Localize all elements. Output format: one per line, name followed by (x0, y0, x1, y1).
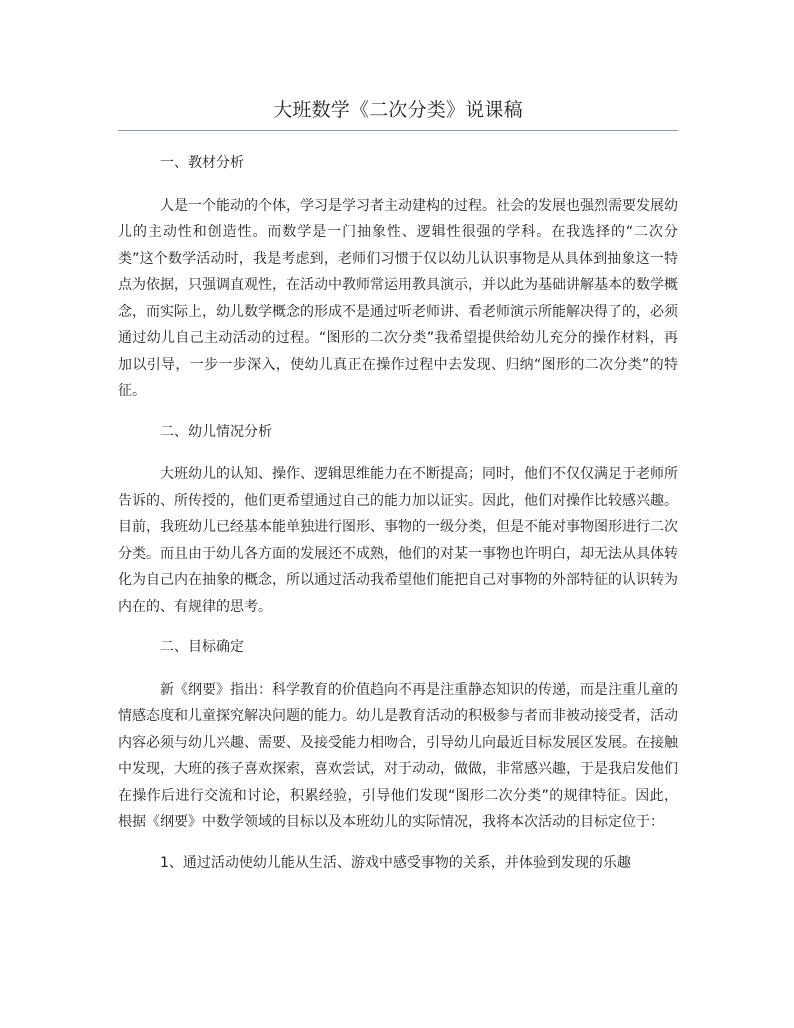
section-paragraph: 大班幼儿的认知、操作、逻辑思维能力在不断提高；同时，他们不仅仅满足于老师所告诉的、所传授的，他们更希望通过自己的能力加以证实。因此，他们对操作比较感兴趣。目前，我班幼儿已经基本能单独进行图形、事物的一级分类，但是不能对事物图形进行二次分类。而且由于幼儿各方面的发展还不成熟，他们的对某一事物也许明白，却无法从具体转化为自己内在抽象的概念，所以通过活动我希望他们能把自己对事物的外部特征的认识转为内在的、有规律的思考。 (118, 466, 678, 615)
section-paragraph: 新《纲要》指出：科学教育的价值趋向不再是注重静态知识的传递，而是注重儿童的情感态度和儿童探究解决问题的能力。幼儿是教育活动的积极参与者而非被动接受者，活动内容必须与幼儿兴趣、需要、及接受能力相吻合，引导幼儿向最近目标发展区发展。在接触中发现，大班的孩子喜欢探索，喜欢尝试，对于动动，做做，非常感兴趣，于是我启发他们在操作后进行交流和讨论，积累经验，引导他们发现“图形二次分类”的规律特征。因此，根据《纲要》中数学领域的目标以及本班幼儿的实际情况，我将本次活动的目标定位于： (118, 681, 678, 830)
title-underline (118, 130, 678, 131)
section-heading: 二、幼儿情况分析 (160, 423, 272, 440)
goal-list-item: 1、通过活动使幼儿能从生活、游戏中感受事物的关系，并体验到发现的乐趣 (160, 854, 631, 871)
section-textbook-analysis (118, 150, 678, 405)
section-heading: 一、教材分析 (160, 155, 244, 171)
section-heading: 二、目标确定 (160, 639, 244, 655)
document-body (118, 150, 678, 876)
section-paragraph: 人是一个能动的个体，学习是学习者主动建构的过程。社会的发展也强烈需要发展幼儿的主动性和创造性。而数学是一门抽象性、逻辑性很强的学科。在我选择的“二次分类”这个数学活动时，我是考虑到，老师们习惯于仅以幼儿认识事物是从具体到抽象这一特点为依据，只强调直观性，在活动中教师常运用教具演示，并以此为基础讲解基本的数学概念，而实际上，幼儿数学概念的形成不是通过听老师讲、看老师演示所能解决得了的，必须通过幼儿自己主动活动的过程。“图形的二次分类”我希望提供给幼儿充分的操作材料，再加以引导，一步一步深入，使幼儿真正在操作过程中去发现、归纳“图形的二次分类”的特征。 (118, 197, 678, 399)
section-goal-setting (118, 634, 678, 876)
document-title: 大班数学《二次分类》说课稿 (273, 99, 523, 121)
section-children-analysis (118, 419, 678, 621)
